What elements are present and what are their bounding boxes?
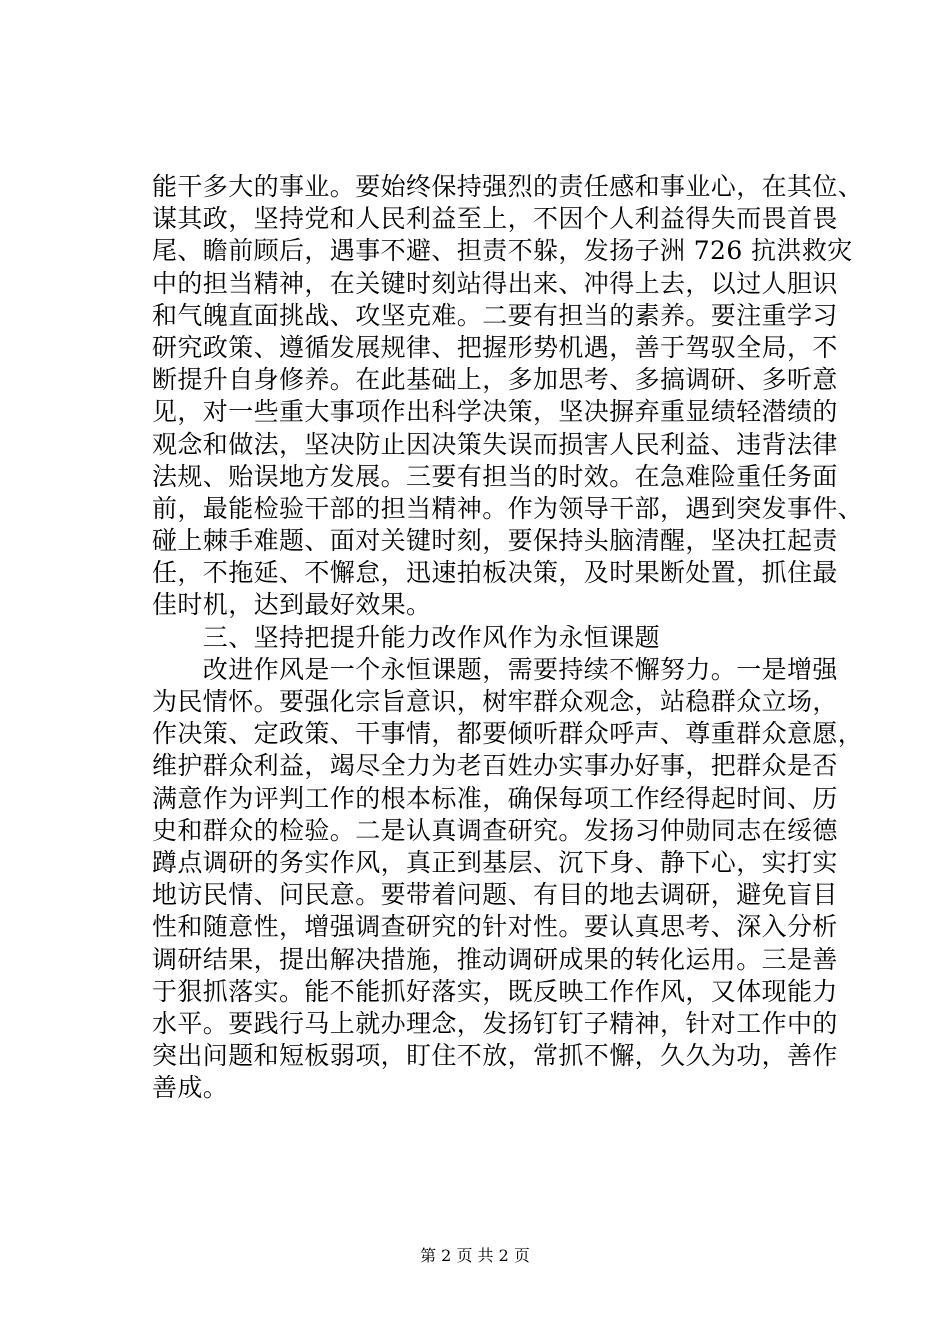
page-number-footer: 第 2 页 共 2 页 xyxy=(420,1246,530,1265)
text-line: 断提升自身修养。在此基础上，多加思考、多搞调研、多听意 xyxy=(152,365,838,395)
text-line: 佳时机，达到最好效果。 xyxy=(152,590,432,620)
text-line: 蹲点调研的务实作风，真正到基层、沉下身、静下心，实打实 xyxy=(152,847,838,877)
text-line: 前，最能检验干部的担当精神。作为领导干部，遇到突发事件、 xyxy=(152,493,864,523)
text-line: 水平。要践行马上就办理念，发扬钉钉子精神，针对工作中的 xyxy=(152,1008,838,1038)
text-line: 碰上棘手难题、面对关键时刻，要保持头脑清醒，坚决扛起责 xyxy=(152,526,838,556)
text-line: 史和群众的检验。二是认真调查研究。发扬习仲勋同志在绥德 xyxy=(152,815,838,845)
text-line: 作决策、定政策、干事情，都要倾听群众呼声、尊重群众意愿， xyxy=(152,719,864,749)
text-line: 改进作风是一个永恒课题，需要持续不懈努力。一是增强 xyxy=(152,654,838,684)
text-line: 维护群众利益，竭尽全力为老百姓办实事办好事，把群众是否 xyxy=(152,751,838,781)
text-line: 突出问题和短板弱项，盯住不放，常抓不懈，久久为功，善作 xyxy=(152,1041,838,1071)
text-line: 见，对一些重大事项作出科学决策，坚决摒弃重显绩轻潜绩的 xyxy=(152,397,838,427)
body-text xyxy=(152,171,864,1104)
text-line: 和气魄直面挑战、攻坚克难。二要有担当的素养。要注重学习 xyxy=(152,300,838,330)
text-line: 尾、瞻前顾后，遇事不避、担责不躲，发扬子洲 726 抗洪救灾 xyxy=(152,236,853,266)
text-line: 调研结果，提出解决措施，推动调研成果的转化运用。三是善 xyxy=(152,944,838,974)
text-line: 法规、贻误地方发展。三要有担当的时效。在急难险重任务面 xyxy=(152,461,838,491)
text-line: 中的担当精神，在关键时刻站得出来、冲得上去，以过人胆识 xyxy=(152,268,838,298)
text-line: 满意作为评判工作的根本标准，确保每项工作经得起时间、历 xyxy=(152,783,838,813)
text-line: 研究政策、遵循发展规律、把握形势机遇，善于驾驭全局，不 xyxy=(152,332,838,362)
text-line: 于狠抓落实。能不能抓好落实，既反映工作作风，又体现能力 xyxy=(152,976,838,1006)
text-line: 任，不拖延、不懈怠，迅速拍板决策，及时果断处置，抓住最 xyxy=(152,558,838,588)
text-line: 善成。 xyxy=(152,1073,229,1103)
text-line: 地访民情、问民意。要带着问题、有目的地去调研，避免盲目 xyxy=(152,880,838,910)
text-line: 谋其政，坚持党和人民利益至上，不因个人利益得失而畏首畏 xyxy=(152,204,838,234)
section-heading: 三、坚持把提升能力改作风作为永恒课题 xyxy=(152,622,661,652)
text-line: 为民情怀。要强化宗旨意识，树牢群众观念，站稳群众立场， xyxy=(152,687,838,716)
text-line: 性和随意性，增强调查研究的针对性。要认真思考、深入分析 xyxy=(152,912,838,942)
text-line: 观念和做法，坚决防止因决策失误而损害人民利益、违背法律 xyxy=(152,429,838,459)
text-line: 能干多大的事业。要始终保持强烈的责任感和事业心，在其位、 xyxy=(152,172,864,201)
